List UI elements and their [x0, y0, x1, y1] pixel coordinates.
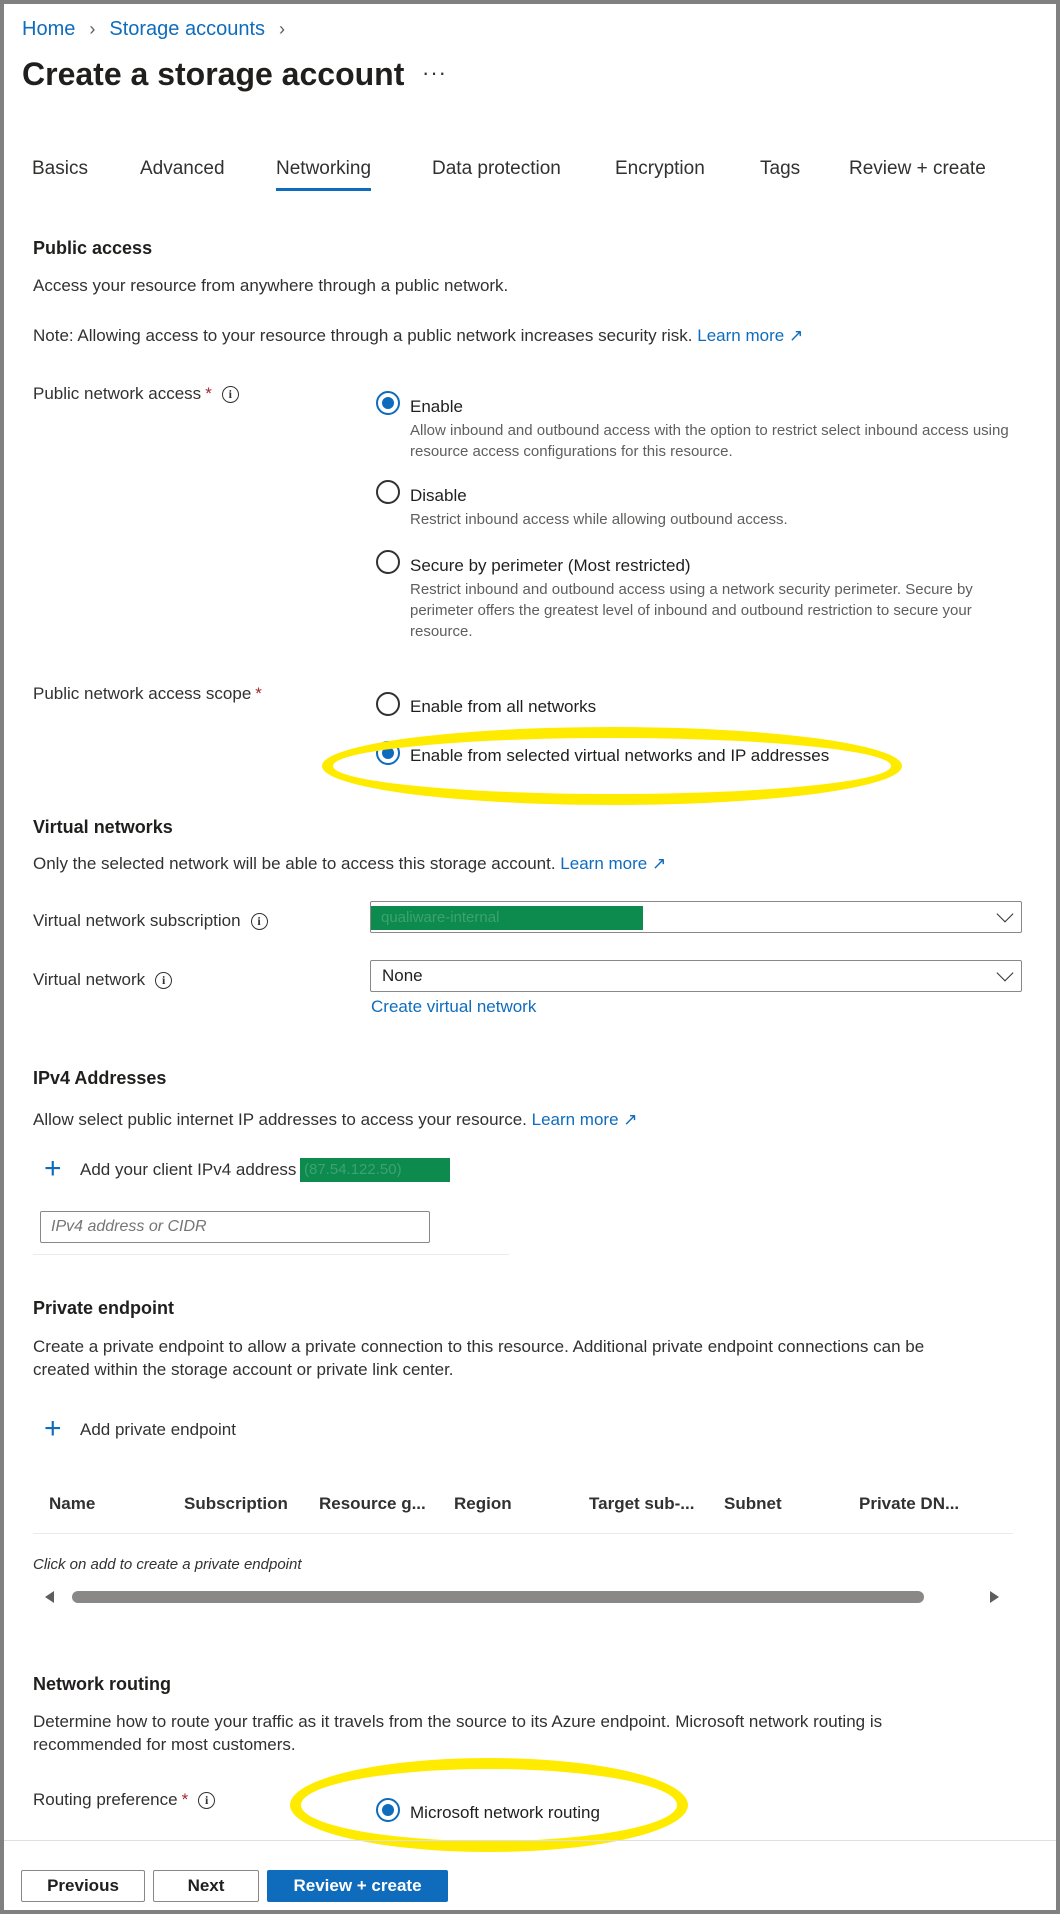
routing-preference-label: Routing preference * i [33, 1790, 215, 1810]
learn-more-link[interactable]: Learn more ↗ [697, 326, 804, 345]
create-virtual-network-link[interactable]: Create virtual network [371, 997, 537, 1016]
tab-bar [32, 158, 1012, 198]
redacted-client-ip: (87.54.122.50) [300, 1158, 450, 1182]
tab-basics[interactable]: Basics [32, 158, 88, 179]
footer-divider [4, 1840, 1056, 1841]
column-name[interactable]: Name [49, 1494, 96, 1513]
virtual-network-value: None [382, 966, 423, 985]
info-icon[interactable]: i [222, 386, 239, 403]
public-access-desc: Access your resource from anywhere through a public network. [33, 276, 509, 295]
public-network-access-scope-label: Public network access scope * [33, 684, 262, 703]
public-access-heading: Public access [33, 238, 153, 258]
more-options-icon[interactable]: ··· [422, 60, 447, 85]
tab-tags[interactable]: Tags [760, 158, 801, 179]
secure-by-perimeter-label: Secure by perimeter (Most restricted) [410, 556, 691, 575]
scroll-right-icon[interactable] [990, 1591, 999, 1603]
info-icon[interactable]: i [251, 913, 268, 930]
ipv4-address-input[interactable] [40, 1211, 430, 1243]
chevron-right-icon: › [89, 19, 96, 39]
yellow-highlight-annotation [290, 1758, 688, 1852]
virtual-networks-desc: Only the selected network will be able to access this storage account. Learn more ↗ [33, 854, 667, 873]
virtual-network-label: Virtual network i [33, 970, 172, 990]
external-link-icon: ↗ [623, 1110, 638, 1129]
enable-all-networks-label: Enable from all networks [410, 697, 597, 716]
external-link-icon: ↗ [788, 326, 804, 345]
learn-more-link[interactable]: Learn more ↗ [560, 854, 667, 873]
vnet-subscription-dropdown[interactable] [370, 901, 1022, 933]
enable-radio-desc: Allow inbound and outbound access with the option to restrict select inbound access using resource access configurations for this resource. [410, 422, 1009, 460]
add-client-ip-button[interactable] [44, 1154, 464, 1188]
secure-by-perimeter-radio[interactable] [376, 550, 400, 574]
add-client-ip-label: Add your client IPv4 address [80, 1160, 297, 1179]
horizontal-scrollbar[interactable] [33, 1587, 1013, 1607]
virtual-network-dropdown[interactable] [370, 960, 1022, 992]
redacted-subscription-value: qualiware-internal [371, 906, 643, 930]
secure-by-perimeter-desc: Restrict inbound and outbound access using a network security perimeter. Secure by perimeter offers the greatest level of inbound and outbound restriction to secure your resource. [410, 581, 973, 640]
column-resource-group[interactable]: Resource g... [319, 1494, 426, 1513]
network-routing-heading: Network routing [33, 1674, 171, 1694]
plus-icon: + [44, 1152, 62, 1185]
column-subnet[interactable]: Subnet [724, 1494, 782, 1513]
add-private-endpoint-label: Add private endpoint [80, 1420, 236, 1439]
vnet-subscription-label: Virtual network subscription i [33, 911, 268, 931]
enable-radio[interactable] [376, 391, 400, 415]
ipv4-desc: Allow select public internet IP addresses to access your resource. Learn more ↗ [33, 1110, 638, 1129]
disable-radio-label: Disable [410, 486, 467, 505]
divider [33, 1254, 509, 1255]
info-icon[interactable]: i [155, 972, 172, 989]
breadcrumb [22, 18, 285, 41]
external-link-icon: ↗ [651, 854, 667, 873]
virtual-networks-heading: Virtual networks [33, 817, 173, 837]
private-endpoint-heading: Private endpoint [33, 1298, 175, 1318]
private-endpoint-desc: Create a private endpoint to allow a private connection to this resource. Additional private endpoint connections can be created within the storage account or private link center. [33, 1337, 925, 1379]
tab-review-create[interactable]: Review + create [849, 158, 986, 179]
microsoft-network-routing-label: Microsoft network routing [410, 1803, 600, 1822]
info-icon[interactable]: i [198, 1792, 215, 1809]
review-create-button[interactable]: Review + create [267, 1870, 448, 1902]
chevron-right-icon: › [279, 19, 286, 39]
enable-all-networks-radio[interactable] [376, 692, 400, 716]
scroll-left-icon[interactable] [45, 1591, 54, 1603]
network-routing-desc: Determine how to route your traffic as it travels from the source to its Azure endpoint. Microsoft network routing is recommended for most customers. [33, 1712, 883, 1754]
column-target-sub-resource[interactable]: Target sub-... [589, 1494, 695, 1513]
empty-table-message: Click on add to create a private endpoint [33, 1556, 302, 1573]
disable-radio-desc: Restrict inbound access while allowing outbound access. [410, 511, 788, 528]
column-private-dns[interactable]: Private DN... [859, 1494, 960, 1513]
tab-data-protection[interactable]: Data protection [432, 158, 561, 179]
public-network-access-label: Public network access * i [33, 384, 239, 404]
add-private-endpoint-button[interactable] [44, 1414, 284, 1448]
column-subscription[interactable]: Subscription [184, 1494, 288, 1513]
breadcrumb-home[interactable]: Home [22, 18, 76, 40]
yellow-highlight-annotation [322, 727, 902, 805]
page-title: Create a storage account [22, 56, 405, 92]
chevron-down-icon [997, 965, 1014, 982]
learn-more-link[interactable]: Learn more ↗ [531, 1110, 638, 1129]
chevron-down-icon [997, 906, 1014, 923]
disable-radio[interactable] [376, 480, 400, 504]
column-region[interactable]: Region [454, 1494, 512, 1513]
previous-button[interactable]: Previous [21, 1870, 145, 1902]
create-storage-account-page [4, 4, 1056, 1910]
private-endpoint-table-header [33, 1494, 1013, 1534]
tab-advanced[interactable]: Advanced [140, 158, 225, 179]
ipv4-heading: IPv4 Addresses [33, 1068, 167, 1088]
enable-selected-networks-label: Enable from selected virtual networks and IP addresses [410, 746, 830, 765]
tab-encryption[interactable]: Encryption [615, 158, 705, 179]
next-button[interactable]: Next [153, 1870, 259, 1902]
tab-networking[interactable]: Networking [276, 158, 371, 191]
scrollbar-thumb[interactable] [72, 1591, 924, 1603]
plus-icon: + [44, 1412, 62, 1445]
breadcrumb-storage-accounts[interactable]: Storage accounts [109, 18, 266, 40]
public-access-note: Note: Allowing access to your resource through a public network increases security risk. Learn more ↗ [33, 326, 804, 345]
enable-radio-label: Enable [410, 397, 463, 416]
